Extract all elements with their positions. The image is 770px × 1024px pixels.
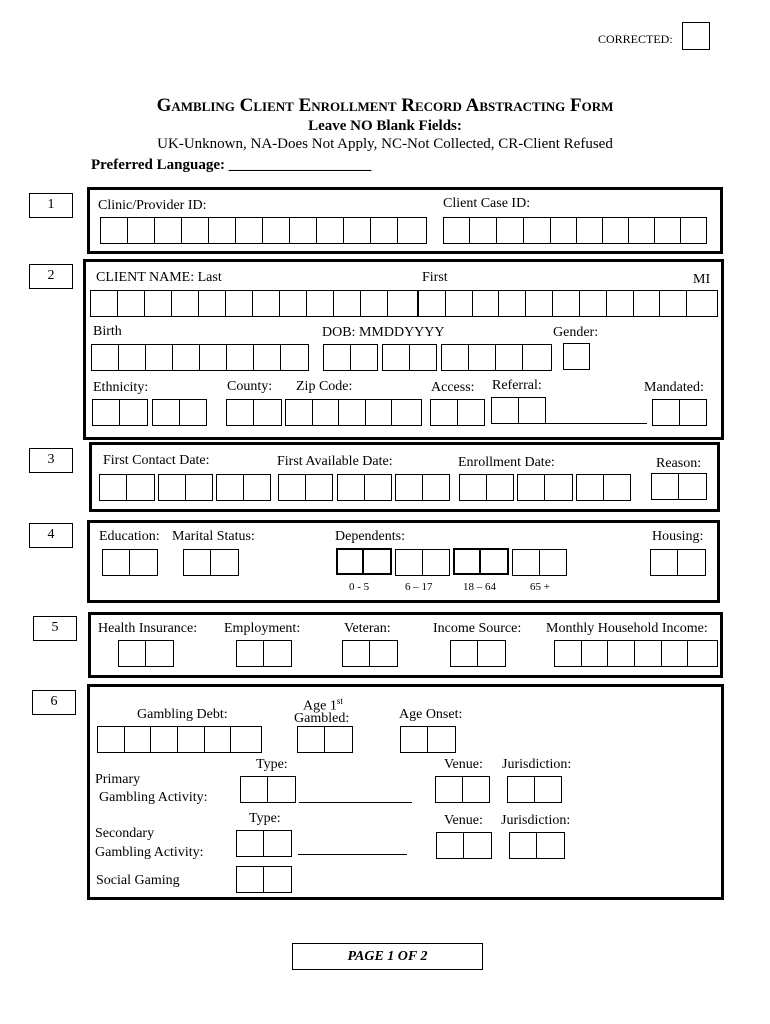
enrollment-day-cells[interactable] bbox=[517, 474, 573, 501]
primary-type-line[interactable] bbox=[299, 802, 412, 803]
dependents-18-64-cells[interactable] bbox=[453, 548, 509, 575]
client-case-id-label: Client Case ID: bbox=[443, 196, 531, 211]
corrected-checkbox[interactable] bbox=[682, 22, 710, 50]
range-0-5: 0 - 5 bbox=[349, 581, 370, 593]
marital-status-label: Marital Status: bbox=[172, 529, 255, 544]
primary-jurisdiction-label: Jurisdiction: bbox=[502, 757, 572, 772]
secondary-type-label: Type: bbox=[249, 811, 281, 826]
preferred-language-field[interactable]: Preferred Language: ___________________ bbox=[91, 157, 372, 173]
health-insurance-label: Health Insurance: bbox=[98, 621, 198, 636]
secondary-jurisdiction-cells[interactable] bbox=[509, 832, 565, 859]
gender-label: Gender: bbox=[553, 325, 599, 340]
primary-venue-label: Venue: bbox=[444, 757, 483, 772]
access-label: Access: bbox=[431, 380, 475, 395]
age-onset-cells[interactable] bbox=[400, 726, 456, 753]
mi-label: MI bbox=[693, 272, 711, 287]
clinic-provider-id-label: Clinic/Provider ID: bbox=[98, 198, 207, 213]
section-number-1: 1 bbox=[29, 193, 73, 218]
income-source-cells[interactable] bbox=[450, 640, 506, 667]
reason-label: Reason: bbox=[656, 456, 702, 471]
first-name-cells[interactable] bbox=[418, 290, 718, 317]
instruction-text: Leave NO Blank Fields: bbox=[308, 118, 462, 134]
employment-cells[interactable] bbox=[236, 640, 292, 667]
reason-cells[interactable] bbox=[651, 473, 707, 500]
ethnicity-cells-a[interactable] bbox=[92, 399, 148, 426]
mandated-cells[interactable] bbox=[652, 399, 707, 426]
secondary-label: Secondary bbox=[95, 826, 155, 841]
access-cells[interactable] bbox=[430, 399, 485, 426]
secondary-type-cells[interactable] bbox=[236, 830, 292, 857]
first-name-label: First bbox=[422, 270, 448, 285]
dependents-0-5-cells[interactable] bbox=[336, 548, 392, 575]
county-label: County: bbox=[227, 379, 273, 394]
range-65-plus: 65 + bbox=[530, 581, 550, 593]
referral-label: Referral: bbox=[492, 378, 542, 393]
referral-line[interactable] bbox=[546, 423, 647, 424]
age-first-gambled-cells[interactable] bbox=[297, 726, 353, 753]
section-number-6: 6 bbox=[32, 690, 76, 715]
housing-label: Housing: bbox=[652, 529, 704, 544]
primary-label: Primary bbox=[95, 772, 141, 787]
last-name-cells[interactable] bbox=[90, 290, 418, 317]
gender-cell[interactable] bbox=[563, 343, 590, 370]
first-available-day-cells[interactable] bbox=[337, 474, 392, 501]
secondary-venue-cells[interactable] bbox=[436, 832, 492, 859]
first-available-date-label: First Available Date: bbox=[277, 454, 393, 469]
form-title: Gambling Client Enrollment Record Abstracting Form bbox=[156, 95, 614, 116]
secondary-jurisdiction-label: Jurisdiction: bbox=[501, 813, 571, 828]
dependents-6-17-cells[interactable] bbox=[395, 549, 450, 576]
birth-cells[interactable] bbox=[91, 344, 309, 371]
enrollment-month-cells[interactable] bbox=[459, 474, 514, 501]
dob-day-cells[interactable] bbox=[382, 344, 437, 371]
codes-legend: UK-Unknown, NA-Does Not Apply, NC-Not Collected, CR-Client Refused bbox=[157, 136, 613, 152]
zip-code-label: Zip Code: bbox=[296, 379, 353, 394]
dob-month-cells[interactable] bbox=[323, 344, 378, 371]
secondary-venue-label: Venue: bbox=[444, 813, 483, 828]
county-cells[interactable] bbox=[226, 399, 282, 426]
education-label: Education: bbox=[99, 529, 160, 544]
housing-cells[interactable] bbox=[650, 549, 706, 576]
secondary-gambling-activity-label: Gambling Activity: bbox=[95, 845, 204, 860]
monthly-household-income-label: Monthly Household Income: bbox=[546, 621, 708, 636]
clinic-provider-id-cells[interactable] bbox=[100, 217, 427, 244]
primary-type-label: Type: bbox=[256, 757, 288, 772]
birth-label: Birth bbox=[93, 324, 122, 339]
age-onset-label: Age Onset: bbox=[399, 707, 463, 722]
income-source-label: Income Source: bbox=[433, 621, 522, 636]
primary-gambling-activity-label: Gambling Activity: bbox=[99, 790, 208, 805]
range-18-64: 18 – 64 bbox=[463, 581, 496, 593]
first-contact-day-cells[interactable] bbox=[158, 474, 213, 501]
gambling-debt-cells[interactable] bbox=[97, 726, 262, 753]
section-number-4: 4 bbox=[29, 523, 73, 548]
ethnicity-label: Ethnicity: bbox=[93, 380, 149, 395]
first-contact-year-cells[interactable] bbox=[216, 474, 271, 501]
primary-jurisdiction-cells[interactable] bbox=[507, 776, 562, 803]
first-contact-month-cells[interactable] bbox=[99, 474, 155, 501]
referral-cells[interactable] bbox=[491, 397, 546, 424]
secondary-type-line[interactable] bbox=[298, 854, 407, 855]
corrected-label: CORRECTED: bbox=[598, 32, 673, 46]
primary-venue-cells[interactable] bbox=[435, 776, 490, 803]
ethnicity-cells-b[interactable] bbox=[152, 399, 207, 426]
section-number-5: 5 bbox=[33, 616, 77, 641]
health-insurance-cells[interactable] bbox=[118, 640, 174, 667]
gambling-debt-label: Gambling Debt: bbox=[137, 707, 228, 722]
first-available-year-cells[interactable] bbox=[395, 474, 450, 501]
section-number-2: 2 bbox=[29, 264, 73, 289]
zip-code-cells[interactable] bbox=[285, 399, 422, 426]
enrollment-date-label: Enrollment Date: bbox=[458, 455, 555, 470]
age-first-label: Age 1st bbox=[303, 696, 343, 714]
client-name-last-label: CLIENT NAME: Last bbox=[96, 270, 222, 285]
mandated-label: Mandated: bbox=[644, 380, 704, 395]
social-gaming-cells[interactable] bbox=[236, 866, 292, 893]
dob-label: DOB: MMDDYYYY bbox=[322, 325, 445, 340]
gambled-label: Gambled: bbox=[294, 711, 350, 726]
education-cells[interactable] bbox=[102, 549, 158, 576]
dependents-label: Dependents: bbox=[335, 529, 405, 544]
section-number-3: 3 bbox=[29, 448, 73, 473]
enrollment-year-cells[interactable] bbox=[576, 474, 631, 501]
marital-status-cells[interactable] bbox=[183, 549, 239, 576]
veteran-label: Veteran: bbox=[344, 621, 391, 636]
dependents-65-cells[interactable] bbox=[512, 549, 567, 576]
client-case-id-cells[interactable] bbox=[443, 217, 707, 244]
social-gaming-label: Social Gaming bbox=[96, 873, 180, 888]
page-indicator: PAGE 1 OF 2 bbox=[292, 943, 483, 970]
first-available-month-cells[interactable] bbox=[278, 474, 333, 501]
range-6-17: 6 – 17 bbox=[405, 581, 433, 593]
monthly-household-income-cells[interactable] bbox=[554, 640, 718, 667]
dob-year-cells[interactable] bbox=[441, 344, 552, 371]
veteran-cells[interactable] bbox=[342, 640, 398, 667]
primary-type-cells[interactable] bbox=[240, 776, 296, 803]
employment-label: Employment: bbox=[224, 621, 301, 636]
first-contact-date-label: First Contact Date: bbox=[103, 453, 210, 468]
